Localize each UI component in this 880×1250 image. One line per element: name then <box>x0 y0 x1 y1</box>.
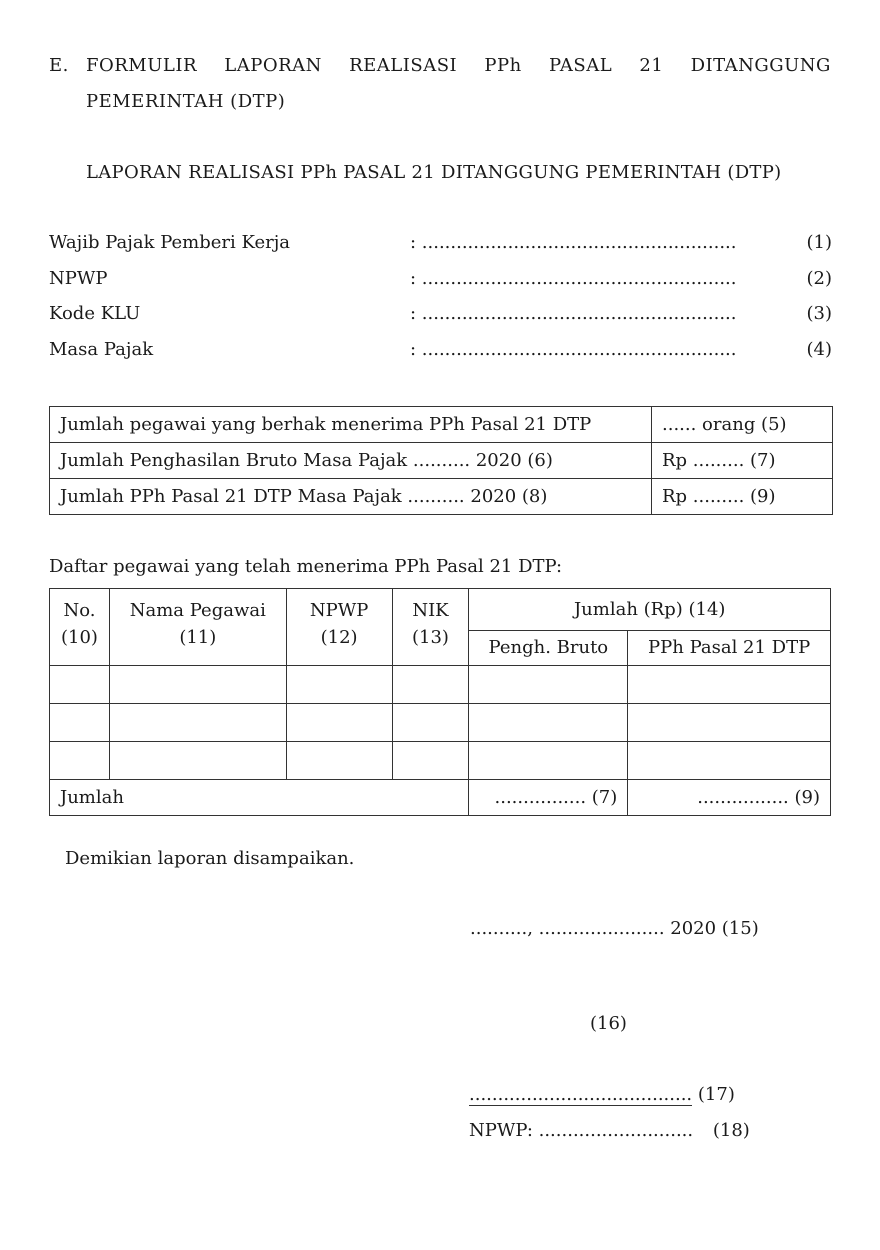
table-row <box>50 443 833 479</box>
field-ref: (2) <box>806 268 832 289</box>
field-label-wajib-pajak: Wajib Pajak Pemberi Kerja <box>49 232 291 253</box>
table-row <box>50 742 831 780</box>
field-kode-klu <box>410 303 832 324</box>
date-line: .........., ...................... 2020 (15) <box>470 918 759 939</box>
table-cell <box>628 742 831 780</box>
col-header-jumlah: Jumlah (Rp) (14) <box>469 589 831 631</box>
table-row <box>50 479 833 515</box>
signer-npwp-line <box>469 1120 750 1141</box>
col-header-no: No. (10) <box>50 589 110 666</box>
table-cell <box>286 704 392 742</box>
signer-npwp-ref: (18) <box>712 1120 750 1141</box>
field-dots: : ....................................................... <box>410 339 737 360</box>
field-label-npwp: NPWP <box>49 268 108 289</box>
report-title: LAPORAN REALISASI PPh PASAL 21 DITANGGUNG PEMERINTAH (DTP) <box>86 162 782 183</box>
table-total-row <box>50 780 831 816</box>
col-header-pph: PPh Pasal 21 DTP <box>628 631 831 666</box>
summary-label: Jumlah pegawai yang berhak menerima PPh Pasal 21 DTP <box>50 407 652 443</box>
table-row <box>50 407 833 443</box>
table-cell <box>392 704 469 742</box>
table-cell <box>286 666 392 704</box>
col-header-bruto: Pengh. Bruto <box>469 631 628 666</box>
field-ref: (4) <box>806 339 832 360</box>
table-cell <box>392 742 469 780</box>
field-masa-pajak <box>410 339 832 360</box>
table-cell <box>628 704 831 742</box>
table-row <box>50 666 831 704</box>
summary-value: Rp ......... (9) <box>652 479 833 515</box>
signer-name-dots: ....................................... <box>469 1084 693 1105</box>
section-label: E. <box>49 55 69 76</box>
employee-list-intro: Daftar pegawai yang telah menerima PPh Pasal 21 DTP: <box>49 556 563 577</box>
total-pph: ................ (9) <box>628 780 831 816</box>
summary-value: ...... orang (5) <box>652 407 833 443</box>
title-word: LAPORAN <box>224 55 322 76</box>
title-word: FORMULIR <box>86 55 198 76</box>
table-cell <box>109 742 286 780</box>
field-dots: : ....................................................... <box>410 268 737 289</box>
summary-label: Jumlah Penghasilan Bruto Masa Pajak .......... 2020 (6) <box>50 443 652 479</box>
title-word: PPh <box>484 55 522 76</box>
summary-label: Jumlah PPh Pasal 21 DTP Masa Pajak .......... 2020 (8) <box>50 479 652 515</box>
signer-name-line <box>469 1084 735 1105</box>
field-dots: : ....................................................... <box>410 232 737 253</box>
field-ref: (1) <box>806 232 832 253</box>
field-label-masa-pajak: Masa Pajak <box>49 339 154 360</box>
field-wajib-pajak <box>410 232 832 253</box>
col-header-npwp: NPWP (12) <box>286 589 392 666</box>
employee-table <box>49 588 831 816</box>
col-header-nama: Nama Pegawai (11) <box>109 589 286 666</box>
table-cell <box>109 704 286 742</box>
title-word: REALISASI <box>349 55 458 76</box>
table-cell <box>50 704 110 742</box>
table-cell <box>469 704 628 742</box>
table-cell <box>286 742 392 780</box>
table-cell <box>109 666 286 704</box>
table-cell <box>50 666 110 704</box>
signature-ref: (16) <box>590 1013 627 1034</box>
title-word: PASAL <box>548 55 613 76</box>
field-dots: : ....................................................... <box>410 303 737 324</box>
section-title-line1 <box>86 55 831 76</box>
closing-text: Demikian laporan disampaikan. <box>65 848 355 869</box>
table-cell <box>50 742 110 780</box>
table-cell <box>469 666 628 704</box>
summary-value: Rp ......... (7) <box>652 443 833 479</box>
title-word: 21 <box>639 55 664 76</box>
field-npwp <box>410 268 832 289</box>
table-cell <box>628 666 831 704</box>
summary-table <box>49 406 833 515</box>
section-title-line2: PEMERINTAH (DTP) <box>86 91 286 112</box>
table-header-row <box>50 589 831 631</box>
title-word: DITANGGUNG <box>690 55 831 76</box>
table-cell <box>469 742 628 780</box>
signer-npwp: NPWP: ........................... <box>469 1120 694 1141</box>
field-ref: (3) <box>806 303 832 324</box>
field-label-kode-klu: Kode KLU <box>49 303 141 324</box>
total-bruto: ................ (7) <box>469 780 628 816</box>
signer-name-ref: (17) <box>697 1084 735 1105</box>
col-header-nik: NIK (13) <box>392 589 469 666</box>
table-row <box>50 704 831 742</box>
total-label: Jumlah <box>50 780 469 816</box>
table-cell <box>392 666 469 704</box>
